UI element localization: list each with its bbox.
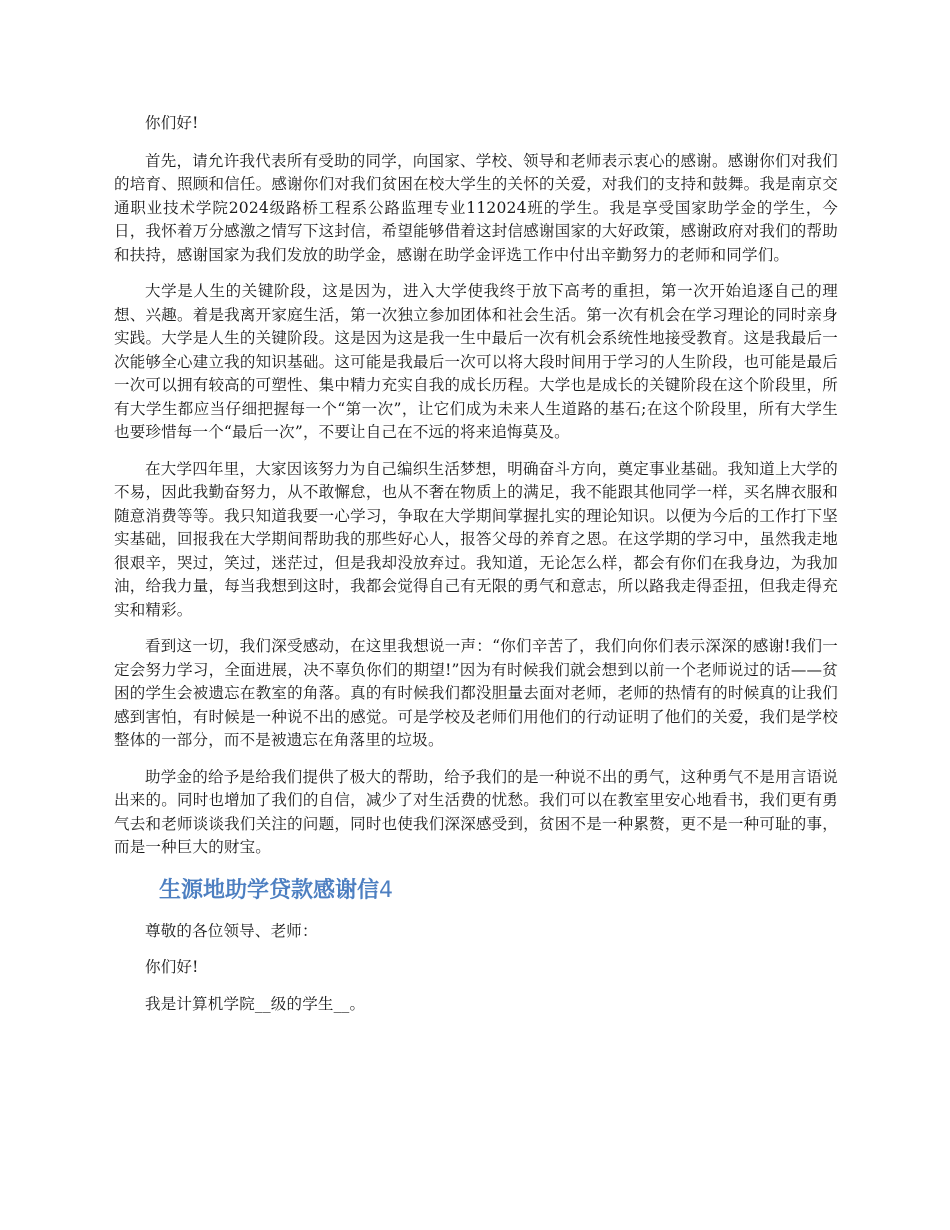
body-paragraph-gratitude: 看到这一切，我们深受感动，在这里我想说一声：“你们辛苦了，我们向你们表示深深的感谢!我们一定会努力学习，全面进展，决不辜负你们的期望!”因为有时候我们就会想到以前一个老师说过的话——贫困的学生会被遗忘在教室的角落。真的有时候我们都没胆量去面对老师，老师的热情有的时候真的让我们感到害怕，有时候是一种说不出的感觉。可是学校及老师们用他们的行动证明了他们的关爱，我们是学校整体的一部分，而不是被遗忘在角落里的垃圾。 — [114, 637, 838, 749]
body-paragraph-university-stage: 大学是人生的关键阶段，这是因为，进入大学使我终于放下高考的重担，第一次开始追逐自己的理想、兴趣。着是我离开家庭生活，第一次独立参加团体和社会生活。第一次有机会在学习理论的同时亲身实践。大学是人生的关键阶段。这是因为这是我一生中最后一次有机会系统性地接受教育。这是我最后一次能够全心建立我的知识基础。这可能是我最后一次可以将大段时间用于学习的人生阶段，也可能是最后一次可以拥有较高的可塑性、集中精力充实自我的成长历程。大学也是成长的关键阶段在这个阶段里，所有大学生都应当仔细把握每一个“第一次”，让它们成为未来人生道路的基石;在这个阶段里，所有大学生也要珍惜每一个“最后一次”，不要让自己在不远的将来追悔莫及。 — [114, 282, 838, 441]
section-heading — [159, 876, 838, 906]
body-paragraph-thanks: 首先，请允许我代表所有受助的同学，向国家、学校、领导和老师表示衷心的感谢。感谢你们对我们的培育、照顾和信任。感谢你们对我们贫困在校大学生的关怀的关爱，对我们的支持和鼓舞。我是南京交通职业技术学院2024级路桥工程系公路监理专业112024班的学生。我是享受国家助学金的学生，今日，我怀着万分感激之情写下这封信，希望能够借着这封信感谢国家的大好政策，感谢政府对我们的帮助和扶持，感谢国家为我们发放的助学金，感谢在助学金评选工作中付出辛勤努力的老师和同学们。 — [114, 151, 838, 264]
salutation-paragraph: 尊敬的各位领导、老师： — [145, 921, 318, 940]
body-paragraph-grant-help: 助学金的给予是给我们提供了极大的帮助，给予我们的是一种说不出的勇气，这种勇气不是用言语说出来的。同时也增加了我们的自信，减少了对生活费的忧愁。我们可以在教室里安心地看书，我们更有勇气去和老师谈谈我们关注的问题，同时也使我们深深感受到，贫困不是一种累赘，更不是一种可耻的事，而是一种巨大的财宝。 — [114, 767, 838, 856]
section-heading-number: 4 — [379, 877, 394, 903]
greeting-paragraph: 你们好! — [145, 114, 199, 132]
section-heading-text: 生源地助学贷款感谢信 — [159, 877, 380, 903]
intro-paragraph: 我是计算机学院__级的学生__。 — [145, 994, 366, 1013]
document-page — [114, 112, 838, 1029]
body-paragraph-four-years: 在大学四年里，大家因该努力为自己编织生活梦想，明确奋斗方向，奠定事业基础。我知道上大学的不易，因此我勤奋努力，从不敢懈怠，也从不奢在物质上的满足，我不能跟其他同学一样，买名牌衣服和随意消费等等。我只知道我要一心学习，争取在大学期间掌握扎实的理论知识。以便为今后的工作打下坚实基础，回报我在大学期间帮助我的那些好心人，报答父母的养育之恩。在这学期的学习中，虽然我走地很艰辛，哭过，笑过，迷茫过，但是我却没放弃过。我知道，无论怎么样，都会有你们在我身边，为我加油，给我力量，每当我想到这时，我都会觉得自己有无限的勇气和意志，所以路我走得歪扭，但我走得充实和精彩。 — [114, 459, 838, 619]
greeting-paragraph-2: 你们好! — [145, 958, 199, 976]
